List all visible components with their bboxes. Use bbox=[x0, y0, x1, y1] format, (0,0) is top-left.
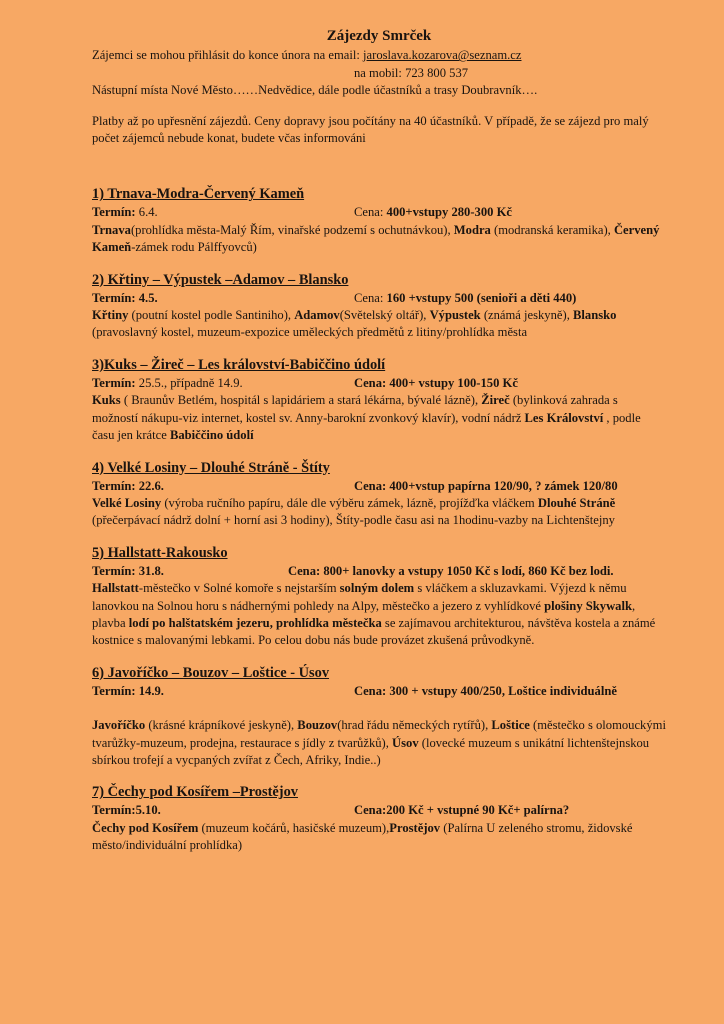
place-name: solným dolem bbox=[339, 581, 415, 596]
description-text: (hrad řádu německých rytířů), bbox=[337, 718, 492, 733]
description-text: -městečko v Solné komoře s nejstarším bbox=[138, 581, 340, 596]
trip-description bbox=[92, 820, 666, 855]
place-name: Prostějov bbox=[389, 820, 441, 835]
trip-7 bbox=[92, 783, 666, 854]
place-name: Trnava bbox=[92, 222, 131, 237]
place-name: plošiny Skywalk bbox=[544, 598, 632, 613]
trip-term-row bbox=[92, 563, 666, 580]
place-name: Loštice bbox=[491, 718, 530, 733]
boarding-points: Nástupní místa Nové Město……Nedvědice, dále podle účastníků a trasy Doubravník…. bbox=[92, 83, 538, 98]
trip-description bbox=[92, 222, 666, 257]
trip-price: Cena: 300 + vstupy 400/250, Loštice individuálně bbox=[354, 683, 617, 698]
description-text: (městečko s olomouckými tvarůžky-muzeum, prodejna, restaurace s jídly z tvarůžků), bbox=[92, 718, 666, 750]
description-text: se zajímavou architekturou, návštěva kostela a známé kostnice s malovanými lebkami. Po celou dobu nás bude provázet zkušená průvodkyně. bbox=[92, 615, 656, 648]
place-name: Dlouhé Stráně bbox=[537, 495, 616, 510]
description-text: -zámek rodu Pálffyovců) bbox=[131, 240, 257, 255]
description-text: , plavba bbox=[92, 598, 636, 630]
trip-price: Cena: 400+ vstupy 100-150 Kč bbox=[354, 375, 518, 390]
description-text: (Palírna U zeleného stromu, židovské město/individuální prohlídka) bbox=[92, 820, 633, 853]
description-text: (modranská keramika), bbox=[490, 222, 614, 237]
trip-5 bbox=[92, 544, 666, 650]
trip-description bbox=[92, 392, 666, 444]
email-link[interactable]: jaroslava.kozarova@seznam.cz bbox=[363, 48, 522, 63]
place-name: Modra bbox=[453, 222, 491, 237]
description-text: (pravoslavný kostel, muzeum-expozice uměleckých předmětů z litiny/prohlídka města bbox=[92, 325, 528, 340]
place-name: Výpustek bbox=[429, 308, 481, 323]
document-title: Zájezdy Smrček bbox=[326, 28, 432, 44]
trip-6 bbox=[92, 664, 666, 770]
trip-title: 4) Velké Losiny – Dlouhé Stráně - Štíty bbox=[92, 459, 330, 476]
trip-price: Cena: 400+vstup papírna 120/90, ? zámek 120/80 bbox=[354, 478, 618, 493]
trip-term-row bbox=[92, 290, 666, 307]
trip-term-row bbox=[92, 204, 666, 221]
place-name: Bouzov bbox=[297, 718, 338, 733]
term-label: Termín: bbox=[92, 375, 136, 390]
trip-term-row bbox=[92, 375, 666, 392]
description-text: (výroba ručního papíru, dále dle výběru zámek, lázně, projížďka vláčkem bbox=[161, 495, 538, 510]
trip-3 bbox=[92, 356, 666, 445]
trip-2 bbox=[92, 271, 666, 342]
mobile-line: na mobil: 723 800 537 bbox=[354, 65, 469, 80]
term-label: Termín: bbox=[92, 205, 136, 220]
description-text: (krásné krápníkové jeskyně), bbox=[145, 718, 298, 733]
signup-line: Zájemci se mohou přihlásit do konce února na email: jaroslava.kozarova@seznam.cz bbox=[92, 48, 522, 63]
description-text: ( Braunův Betlém, hospitál s lapidáriem a stará lékárna, bývalé lázně), bbox=[120, 393, 482, 408]
term-value: 6.4. bbox=[135, 205, 158, 220]
place-name: Javoříčko bbox=[92, 718, 146, 733]
place-name: Čechy pod Kosířem bbox=[92, 820, 199, 835]
description-text: (poutní kostel podle Santiniho), bbox=[128, 308, 295, 323]
trip-title: 3)Kuks – Žireč – Les království-Babiččino údolí bbox=[92, 356, 386, 373]
description-text: (známá jeskyně), bbox=[480, 308, 573, 323]
description-text: (muzeum kočárů, hasičské muzeum), bbox=[198, 820, 390, 835]
trip-price: Cena:200 Kč + vstupné 90 Kč+ palírna? bbox=[354, 803, 570, 818]
term-value: 25.5., případně 14.9. bbox=[135, 375, 243, 390]
trip-description bbox=[92, 307, 666, 342]
trip-price: Cena: 800+ lanovky a vstupy 1050 Kč s lodí, 860 Kč bez lodi. bbox=[288, 563, 614, 578]
trip-description bbox=[92, 717, 666, 769]
term-label: Termín: 22.6. bbox=[92, 478, 164, 493]
place-name: Úsov bbox=[392, 735, 419, 750]
trip-title: 5) Hallstatt-Rakousko bbox=[92, 544, 228, 561]
description-text: (bylinková zahrada s možností nákupu-viz internet, kostel sv. Anny-barokní zvonkový klavír), vodní nádrž bbox=[92, 393, 618, 425]
place-name: Adamov bbox=[294, 308, 340, 323]
place-name: Kuks bbox=[92, 393, 121, 408]
place-name: Hallstatt bbox=[92, 581, 139, 596]
place-name: Blansko bbox=[573, 308, 617, 323]
trip-description bbox=[92, 495, 666, 530]
place-name: lodí po halštatském jezeru, prohlídka městečka bbox=[128, 615, 382, 630]
trip-term-row bbox=[92, 478, 666, 495]
trip-description bbox=[92, 580, 666, 650]
term-label: Termín: 31.8. bbox=[92, 563, 164, 578]
place-name: Velké Losiny bbox=[92, 495, 162, 510]
trip-term-row bbox=[92, 802, 666, 819]
description-text: (lovecké muzeum s unikátní lichtenštejnskou sbírkou trofejí a vycpaných zvířat z Čech, Afriky, Indie..) bbox=[92, 735, 650, 767]
term-label: Termín: 14.9. bbox=[92, 683, 164, 698]
place-name: Křtiny bbox=[92, 308, 129, 323]
payments-note: Platby až po upřesnění zájezdů. Ceny dopravy jsou počítány na 40 účastníků. V případě, že se zájezd pro malý počet zájemců nebude konat, budete včas informováni bbox=[92, 113, 649, 146]
place-name: Červený Kameň bbox=[92, 222, 660, 255]
trip-4 bbox=[92, 459, 666, 530]
description-text: (přečerpávací nádrž dolní + horní asi 3 hodiny), Štíty-podle času asi na 1hodinu-vazby na Lichtenštejny bbox=[92, 513, 615, 528]
description-text: , podle času jen krátce bbox=[92, 410, 641, 443]
trip-title: 1) Trnava-Modra-Červený Kameň bbox=[92, 186, 305, 203]
trip-1 bbox=[92, 185, 666, 256]
description-text: s vláčkem a skluzavkami. Výjezd k němu lanovkou na Solnou horu s nádhernými pohledy na Alpy, městečko a jezero z vyhlídkové bbox=[92, 581, 627, 613]
trip-title: 6) Javoříčko – Bouzov – Loštice - Úsov bbox=[92, 664, 330, 681]
description-text: (prohlídka města-Malý Řím, vinařské podzemí s ochutnávkou), bbox=[130, 222, 454, 237]
place-name: Les Království bbox=[524, 410, 604, 425]
trip-price: Cena: 160 +vstupy 500 (senioři a děti 440) bbox=[354, 290, 577, 305]
trip-title: 2) Křtiny – Výpustek –Adamov – Blansko bbox=[92, 271, 349, 288]
trip-price: Cena: 400+vstupy 280-300 Kč bbox=[354, 205, 512, 220]
description-text: (Světelský oltář), bbox=[339, 308, 430, 323]
trip-term-row bbox=[92, 683, 666, 700]
place-name: Žireč bbox=[481, 393, 510, 408]
place-name: Babiččino údolí bbox=[169, 428, 254, 443]
term-label: Termín: 4.5. bbox=[92, 290, 158, 305]
term-label: Termín:5.10. bbox=[92, 803, 161, 818]
trip-title: 7) Čechy pod Kosířem –Prostějov bbox=[92, 784, 298, 801]
